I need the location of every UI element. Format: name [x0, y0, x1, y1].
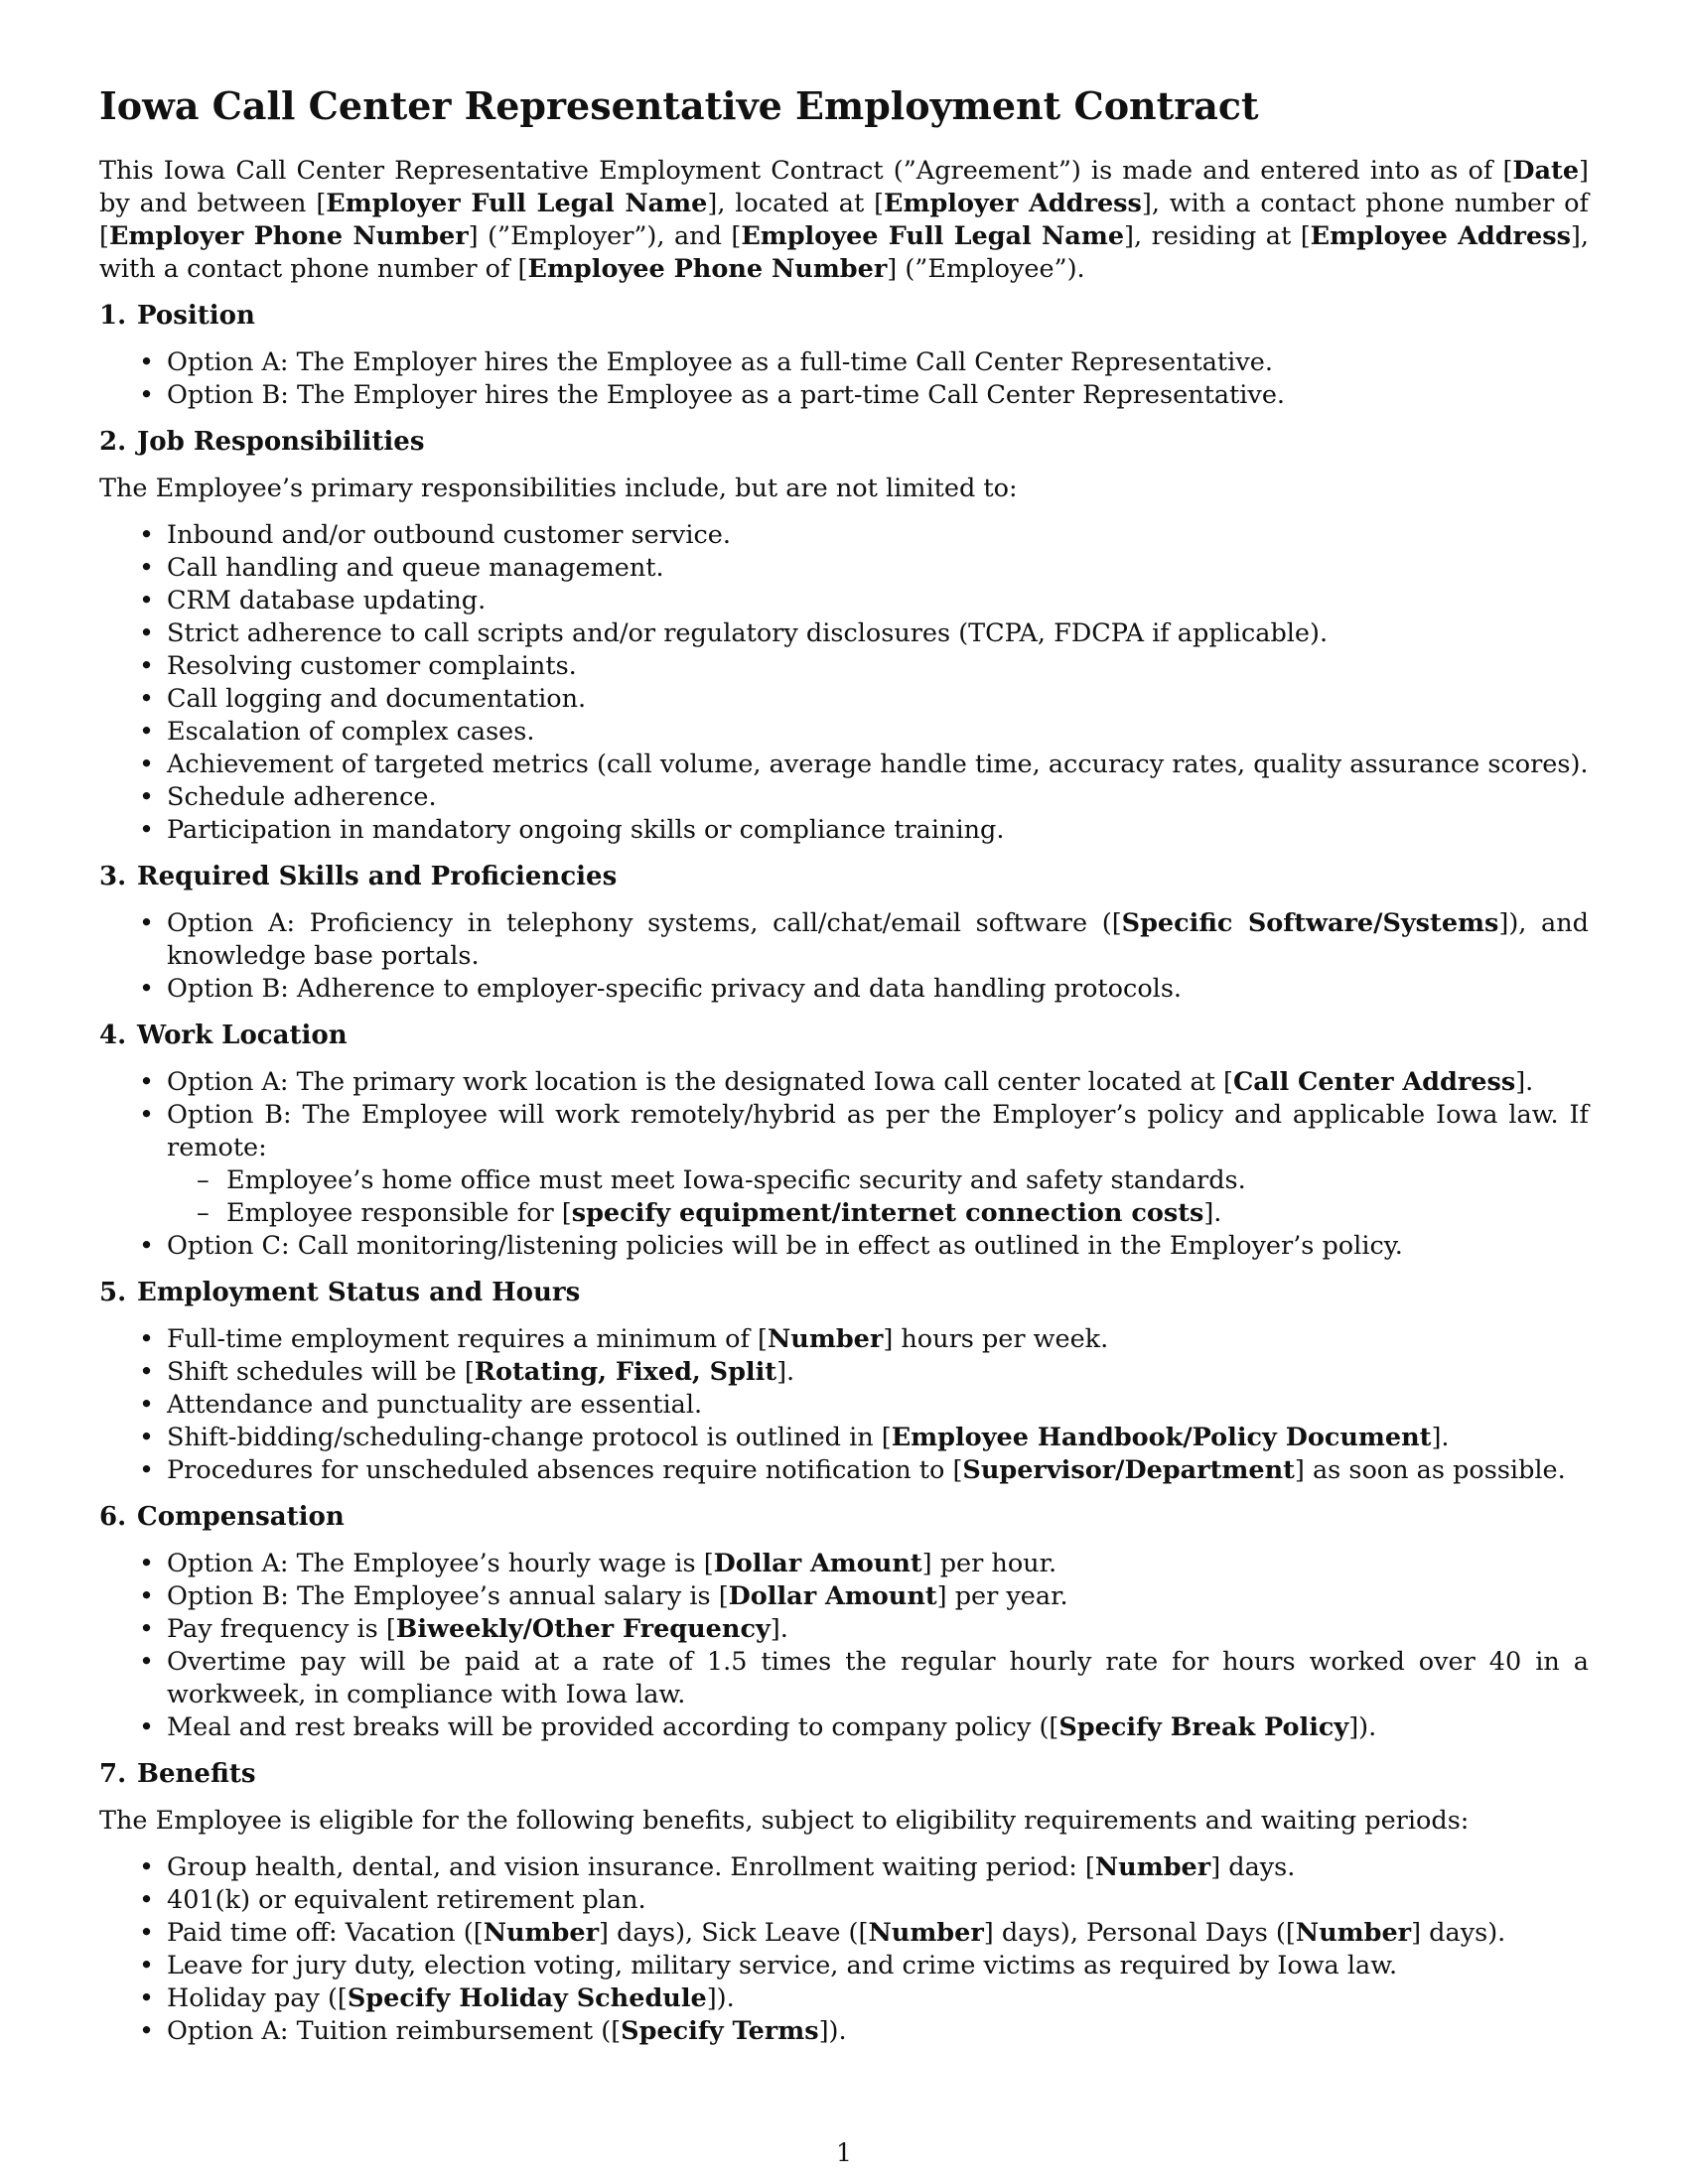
list-item	[99, 585, 1589, 617]
section-number: 7.	[99, 1759, 127, 1789]
text-run: ].	[1203, 1198, 1222, 1228]
list-item	[99, 716, 1589, 749]
placeholder-field: Number	[1295, 1918, 1412, 1948]
list-item	[99, 1884, 1589, 1917]
text-run: ], with a contact phone number of [	[99, 189, 1589, 251]
text-run: ].	[770, 1614, 788, 1644]
section-number: 5.	[99, 1278, 127, 1307]
text-run: ] days.	[1210, 1852, 1296, 1882]
section-title: Work Location	[137, 1021, 348, 1050]
text-run: ]).	[1348, 1712, 1377, 1742]
text-run: Option A: The Employer hires the Employee as a full-time Call Center Representative.	[167, 347, 1273, 377]
section-title: Compensation	[137, 1502, 345, 1532]
placeholder-field: Specify Terms	[621, 2016, 819, 2046]
list-item	[99, 2015, 1589, 2048]
placeholder-field: Number	[1094, 1852, 1211, 1882]
list-item	[99, 814, 1589, 847]
placeholder-field: Employee Handbook/Policy Document	[891, 1423, 1432, 1452]
list-item	[99, 650, 1589, 683]
bullet-list	[99, 1851, 1589, 2048]
text-run: CRM database updating.	[167, 586, 487, 615]
bullet-list	[99, 346, 1589, 412]
text-run: Full-time employment requires a minimum of [	[167, 1324, 768, 1354]
text-run: Procedures for unscheduled absences require notification to [	[167, 1455, 963, 1485]
placeholder-field: Call Center Address	[1232, 1067, 1516, 1097]
text-run: Schedule adherence.	[167, 782, 437, 812]
text-run: Option B: The Employer hires the Employee as a part-time Call Center Representative.	[167, 380, 1286, 410]
text-run: Group health, dental, and vision insurance. Enrollment waiting period: [	[167, 1852, 1095, 1882]
list-item	[99, 1613, 1589, 1646]
list-item	[99, 1580, 1589, 1613]
section-lead-text: The Employee is eligible for the following benefits, subject to eligibility requirements and waiting periods:	[99, 1806, 1470, 1836]
text-run: Overtime pay will be paid at a rate of 1.5 times the regular hourly rate for hours worked over 40 in a workweek, in compliance with Iowa law.	[167, 1647, 1589, 1709]
text-run: Option B: The Employee will work remotely/hybrid as per the Employer’s policy and applicable Iowa law. If remote:	[167, 1100, 1589, 1162]
placeholder-field: Biweekly/Other Frequency	[395, 1614, 771, 1644]
section-title: Benefits	[137, 1759, 256, 1789]
text-run: ], with a contact phone number of [	[99, 221, 1589, 284]
text-run: ] (”Employee”).	[887, 254, 1085, 284]
section-heading	[99, 1501, 1589, 1534]
section-number: 4.	[99, 1021, 127, 1050]
text-run: Option A: Tuition reimbursement ([	[167, 2016, 622, 2046]
section-number: 2.	[99, 427, 127, 457]
text-run: ] (”Employer”), and [	[468, 221, 742, 251]
bullet-list	[99, 1066, 1589, 1263]
section-title: Required Skills and Proficiencies	[137, 862, 618, 891]
sub-list-item	[167, 1197, 1589, 1230]
list-item	[99, 1711, 1589, 1744]
text-run: ].	[1431, 1423, 1450, 1452]
placeholder-field: Date	[1512, 156, 1580, 186]
list-item	[99, 1230, 1589, 1263]
text-run: Achievement of targeted metrics (call volume, average handle time, accuracy rates, quality assurance scores).	[167, 750, 1589, 779]
list-item	[99, 1548, 1589, 1580]
section-heading	[99, 861, 1589, 893]
placeholder-field: specify equipment/internet connection costs	[571, 1198, 1204, 1228]
text-run: Option A: The Employee’s hourly wage is [	[167, 1549, 714, 1578]
text-run: Inbound and/or outbound customer service.	[167, 520, 731, 550]
text-run: Option A: Proficiency in telephony systems, call/chat/email software ([	[167, 908, 1122, 938]
section-title: Position	[137, 301, 255, 331]
placeholder-field: Number	[483, 1918, 600, 1948]
section-number: 1.	[99, 301, 127, 331]
text-run: Shift schedules will be [	[167, 1357, 475, 1387]
list-item	[99, 1454, 1589, 1487]
list-item	[99, 749, 1589, 781]
list-item	[99, 1950, 1589, 1982]
sub-bullet-list	[167, 1164, 1589, 1230]
placeholder-field: Employer Address	[884, 189, 1142, 218]
list-item	[99, 346, 1589, 379]
text-run: 401(k) or equivalent retirement plan.	[167, 1885, 646, 1915]
list-item	[99, 1099, 1589, 1230]
text-run: This Iowa Call Center Representative Employment Contract (”Agreement”) is made and entered into as of [	[99, 156, 1513, 186]
text-run: Call handling and queue management.	[167, 553, 664, 583]
list-item	[99, 519, 1589, 552]
placeholder-field: Employer Phone Number	[108, 221, 469, 251]
text-run: Employee responsible for [	[226, 1198, 572, 1228]
bullet-list	[99, 907, 1589, 1006]
placeholder-field: Employer Full Legal Name	[326, 189, 708, 218]
list-item	[99, 617, 1589, 650]
text-run: ], residing at [	[1124, 221, 1311, 251]
section-heading	[99, 1758, 1589, 1791]
list-item	[99, 1356, 1589, 1389]
text-run: ]), and knowledge base portals.	[167, 908, 1590, 971]
text-run: Strict adherence to call scripts and/or regulatory disclosures (TCPA, FDCPA if applicable).	[167, 618, 1329, 648]
section-heading	[99, 1277, 1589, 1309]
section-number: 3.	[99, 862, 127, 891]
placeholder-field: Dollar Amount	[728, 1581, 937, 1611]
section-heading	[99, 426, 1589, 459]
list-item	[99, 1422, 1589, 1454]
text-run: Holiday pay ([	[167, 1983, 348, 2013]
text-run: ] as soon as possible.	[1294, 1455, 1566, 1485]
placeholder-field: Specify Holiday Schedule	[347, 1983, 707, 2013]
placeholder-field: Dollar Amount	[713, 1549, 922, 1578]
text-run: Option B: Adherence to employer-specific privacy and data handling protocols.	[167, 974, 1183, 1004]
text-run: ].	[1515, 1067, 1534, 1097]
sub-list-item	[167, 1164, 1589, 1197]
placeholder-field: Employee Address	[1310, 221, 1571, 251]
section-number: 6.	[99, 1502, 127, 1532]
list-item	[99, 1982, 1589, 2015]
text-run: Call logging and documentation.	[167, 684, 587, 714]
text-run: ] by and between [	[99, 156, 1589, 218]
placeholder-field: Employee Full Legal Name	[741, 221, 1125, 251]
bullet-list	[99, 1323, 1589, 1487]
text-run: ] days), Personal Days ([	[983, 1918, 1296, 1948]
text-run: ] per year.	[936, 1581, 1068, 1611]
section-title: Employment Status and Hours	[137, 1278, 581, 1307]
list-item	[99, 1851, 1589, 1884]
text-run: ] per hour.	[921, 1549, 1057, 1578]
text-run: ]).	[706, 1983, 735, 2013]
list-item	[99, 1389, 1589, 1422]
placeholder-field: Number	[868, 1918, 984, 1948]
placeholder-field: Employee Phone Number	[527, 254, 888, 284]
intro-paragraph	[99, 155, 1589, 286]
placeholder-field: Rotating, Fixed, Split	[474, 1357, 777, 1387]
text-run: ], located at [	[707, 189, 885, 218]
text-run: ] days), Sick Leave ([	[599, 1918, 869, 1948]
list-item	[99, 1646, 1589, 1711]
bullet-list	[99, 1548, 1589, 1744]
section-title: Job Responsibilities	[137, 427, 425, 457]
text-run: Participation in mandatory ongoing skills or compliance training.	[167, 815, 1005, 845]
text-run: Employee’s home office must meet Iowa-specific security and safety standards.	[226, 1165, 1246, 1195]
bullet-list	[99, 519, 1589, 847]
list-item	[99, 907, 1589, 973]
text-run: ] hours per week.	[883, 1324, 1109, 1354]
text-run: ].	[776, 1357, 795, 1387]
text-run: Escalation of complex cases.	[167, 717, 535, 747]
text-run: Shift-bidding/scheduling-change protocol is outlined in [	[167, 1423, 892, 1452]
list-item	[99, 1323, 1589, 1356]
text-run: ]).	[818, 2016, 847, 2046]
text-run: Leave for jury duty, election voting, military service, and crime victims as required by Iowa law.	[167, 1951, 1398, 1980]
text-run: Attendance and punctuality are essential.	[167, 1390, 703, 1420]
list-item	[99, 379, 1589, 412]
document-page	[99, 83, 1589, 2048]
section-lead-text: The Employee’s primary responsibilities include, but are not limited to:	[99, 474, 1018, 503]
text-run: Option B: The Employee’s annual salary is [	[167, 1581, 729, 1611]
placeholder-field: Specific Software/Systems	[1121, 908, 1499, 938]
sections-container	[99, 300, 1589, 2048]
text-run: Resolving customer complaints.	[167, 651, 577, 681]
list-item	[99, 1066, 1589, 1099]
list-item	[99, 552, 1589, 585]
text-run: Paid time off: Vacation ([	[167, 1918, 484, 1948]
list-item	[99, 973, 1589, 1006]
text-run: Pay frequency is [	[167, 1614, 396, 1644]
text-run: Meal and rest breaks will be provided according to company policy ([	[167, 1712, 1059, 1742]
document-title: Iowa Call Center Representative Employment Contract	[99, 83, 1259, 128]
list-item	[99, 683, 1589, 716]
placeholder-field: Specify Break Policy	[1058, 1712, 1349, 1742]
text-run: ] days).	[1411, 1918, 1506, 1948]
text-run: Option C: Call monitoring/listening policies will be in effect as outlined in the Employer’s policy.	[167, 1231, 1403, 1261]
list-item	[99, 781, 1589, 814]
section-heading	[99, 1020, 1589, 1052]
section-heading	[99, 300, 1589, 333]
placeholder-field: Number	[768, 1324, 884, 1354]
page-number: 1	[836, 2138, 852, 2167]
text-run: Option A: The primary work location is the designated Iowa call center located at [	[167, 1067, 1233, 1097]
placeholder-field: Supervisor/Department	[962, 1455, 1295, 1485]
list-item	[99, 1917, 1589, 1950]
